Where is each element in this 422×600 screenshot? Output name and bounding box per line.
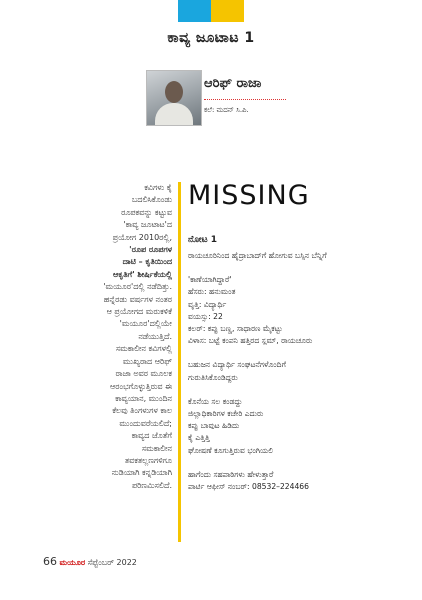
intro-sidebar [60, 182, 172, 492]
author-name-underline [204, 99, 286, 100]
sidebar-line: ಸಮಕಾಲೀನ [141, 443, 172, 453]
sidebar-line: 'ಮಯೂರ'ದಲ್ಲಿಯೇ [119, 319, 172, 329]
stanza-gap [188, 347, 414, 359]
sidebar-line: ದಾಟಿ – ಕೃತಿಯಿಂದ [122, 257, 172, 267]
poem-line: ಹೆಸರು: ಹನುಮಂತ [188, 287, 236, 297]
art-credit: ಕಲೆ: ಮದನ್ ಸಿ.ಪಿ. [204, 106, 249, 114]
poem-line: ಕಪ್ಪು ಬಾವುಟ ಹಿಡಿದು [188, 421, 240, 431]
sidebar-line: ರೂಪಕವನ್ನು ಕಟ್ಟುವ [121, 207, 172, 217]
sidebar-line: 'ಮಯೂರ'ದಲ್ಲಿ ನಡೆದಿತ್ತು. [103, 282, 172, 292]
sidebar-line: 'ಕಾವ್ಯ ಜೂಟಾಟ'ದ [123, 220, 172, 230]
issue-date: ಸೆಪ್ಟೆಂಬರ್ 2022 [87, 558, 137, 567]
sidebar-line: ತವಕತಲ್ಲಣಗಳಿಗೂ [124, 455, 172, 465]
sidebar-line: ಕಾವ್ಯದ ಜೊತೆಗೆ [131, 431, 172, 441]
poem-line: ಪಾರ್ಟಿ ಆಫೀಸ್ ನಂಬರ್: 08532–224466 [188, 482, 309, 492]
magazine-name: ಮಯೂರ [59, 558, 86, 567]
poem-note-label: ನೋಟ 1 [188, 235, 217, 245]
poem-body [188, 250, 414, 493]
sidebar-line: ಬದಲಿಸಿಕೊಂಡು [131, 195, 172, 205]
sidebar-line: ಪ್ರಯೋಗ 2010ರಲ್ಲಿ, [112, 232, 172, 242]
poem-line: ಬಹುಜನ ವಿದ್ಯಾರ್ಥಿ ಸಂಘಟನೆಗಳೊಂದಿಗೆ [188, 360, 286, 370]
sidebar-line: ರಾಜಾ ಅವರ ಮೂಲಕ [115, 369, 172, 379]
sidebar-line: ಆರಂಭಗೊಳ್ಳುತ್ತಿರುವ ಈ [110, 381, 172, 391]
sidebar-line: ಪರಿಣಮಿಸಲಿದೆ. [131, 480, 172, 490]
series-title: ಕಾವ್ಯ ಜೂಟಾಟ 1 [167, 30, 255, 46]
sidebar-line: ಮುಂದುವರೆಯಲಿದೆ; [119, 418, 172, 428]
column-divider [178, 182, 181, 542]
stanza-gap [188, 384, 414, 396]
page-number: 66 [43, 555, 57, 568]
poem-line: ವಯಸ್ಸು: 22 [188, 311, 223, 321]
header-band-yellow [211, 0, 244, 22]
sidebar-line: ಸಮಕಾಲೀನ ಕವಿಗಳಲ್ಲಿ [115, 344, 172, 354]
poem-line: ವಿಳಾಸ: ಬಟ್ಟೆ ಕಂಪನಿ ಹತ್ತಿರದ ಸ್ಲಮ್, ರಾಯಚೂರು [188, 336, 313, 346]
sidebar-line: 'ರೂಪ ರೂಪಗಳ [129, 245, 172, 255]
sidebar-line: ಹನ್ನೆರಡು ವರ್ಷಗಳ ನಂತರ [103, 294, 172, 304]
author-photo-head [165, 81, 183, 103]
sidebar-line: ನುಡಿಯಾಗಿ ಕನ್ನಡಿಯಾಗಿ [111, 468, 172, 478]
poem-line: ಘೋಷಣೆ ಕೂಗುತ್ತಿರುವ ಭಂಗಿಯಲಿ [188, 445, 273, 455]
poem-line: ಕೈ ಎತ್ತಿತ್ತಿ [188, 433, 210, 443]
poem-line: ಕೊನೆಯ ಸಲ ಕಂಡದ್ದು [188, 396, 243, 406]
header-color-band [178, 0, 244, 22]
sidebar-line: ಆಕೃತಿಗೆ' ಶೀರ್ಷಿಕೆಯಲ್ಲಿ [112, 269, 172, 279]
poem-line: ಜಿಲ್ಲಾಧಿಕಾರಿಗಳ ಕಚೇರಿ ಎದುರು [188, 409, 264, 419]
poem-line: ರಾಯಚೂರಿನಿಂದ ಹೈದ್ರಾಬಾದ್‌ಗೆ ಹೋಗುವ ಬಸ್ಸಿನ ಬೆನ್ನಿಗೆ [188, 251, 327, 260]
stanza-gap [188, 457, 414, 469]
poem-line: ಕಲರ್: ಕಪ್ಪು ಬಣ್ಣ, ಸಾಧಾರಣ ಮೈಕಟ್ಟು [188, 324, 283, 334]
author-photo-body [155, 103, 193, 125]
poem-title: MISSING [188, 180, 310, 211]
sidebar-line: ನಡೆಯುತ್ತಿದೆ. [138, 331, 172, 341]
poem-line: 'ಕಾಣೆಯಾಗಿದ್ದಾರೆ' [188, 275, 232, 285]
author-name: ಆರಿಫ್ ರಾಜಾ [204, 76, 262, 91]
poem-line: ಹಾಗೆಂದು ಸಹಪಾಠಿಗಳು ಹೇಳುತ್ತಾರೆ [188, 469, 274, 479]
sidebar-line: ಕವಿಗಳು ಕೈ [144, 183, 172, 192]
header-band-blue [178, 0, 211, 22]
sidebar-line: ಆ ಪ್ರಯೋಗದ ಮರುಕಳಿಕೆ [106, 307, 172, 317]
sidebar-line: ಮುಖ್ಯರಾದ ಆರಿಫ್ [122, 356, 172, 366]
author-photo [146, 70, 202, 126]
sidebar-line: ಕಾವ್ಯಯಾನ, ಮುಂದಿನ [115, 393, 172, 403]
stanza-gap [188, 262, 414, 274]
page-footer [43, 555, 137, 568]
poem-line: ಗುರುತಿಸಿಕೊಂಡಿದ್ದರು [188, 372, 238, 382]
sidebar-line: ಕೆಲವು ತಿಂಗಳುಗಳ ಕಾಲ [112, 406, 172, 416]
poem-line: ವೃತ್ತಿ: ವಿದ್ಯಾರ್ಥಿ [188, 299, 227, 309]
